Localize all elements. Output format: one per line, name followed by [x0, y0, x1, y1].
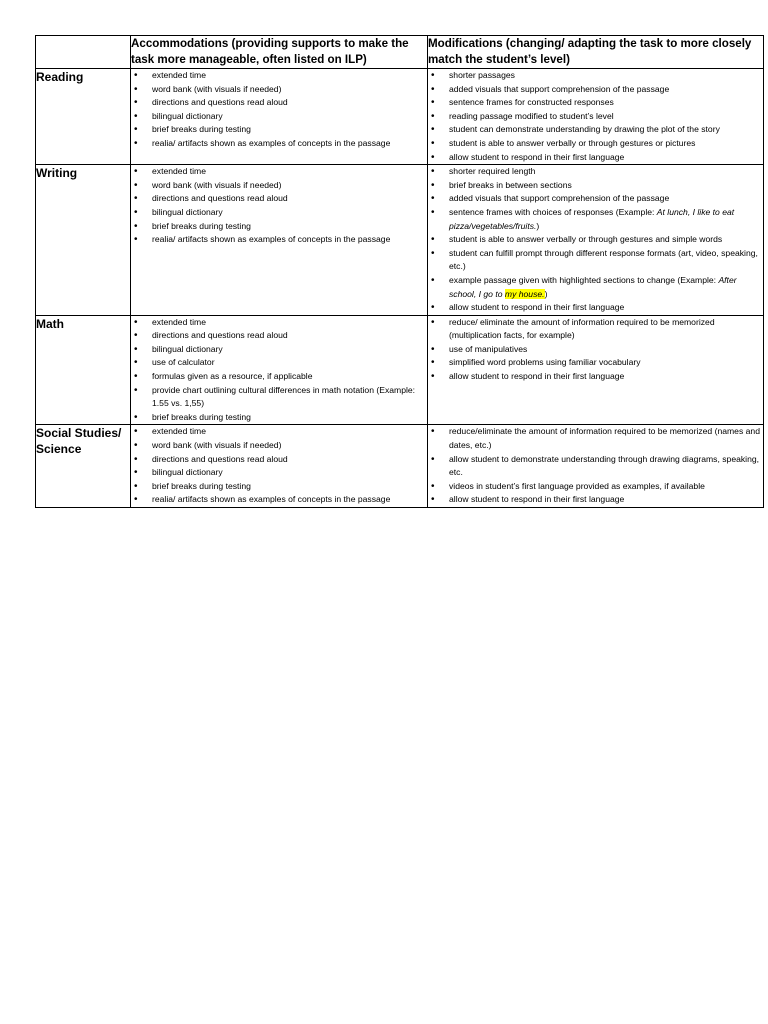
header-modifications: Modifications (changing/ adapting the task to more closely match the student’s level)	[428, 36, 764, 69]
list-item: • brief breaks during testing	[131, 123, 425, 137]
list-item: • brief breaks during testing	[131, 480, 425, 494]
accommodations-list	[131, 316, 427, 425]
list-item: • allow student to respond in their first language	[428, 151, 761, 165]
list-item: • allow student to respond in their first language	[428, 301, 761, 315]
list-item: • directions and questions read aloud	[131, 329, 425, 343]
item-text-end: )	[536, 220, 540, 231]
item-text: example passage given with highlighted sections to change (Example:	[449, 274, 719, 285]
list-item: • word bank (with visuals if needed)	[131, 179, 425, 193]
list-item: • extended time	[131, 316, 425, 330]
list-item: • directions and questions read aloud	[131, 96, 425, 110]
list-item: • word bank (with visuals if needed)	[131, 439, 425, 453]
list-item	[428, 274, 761, 301]
list-item: • realia/ artifacts shown as examples of concepts in the passage	[131, 493, 425, 507]
accommodations-modifications-table	[35, 35, 764, 508]
modifications-list	[428, 165, 763, 315]
list-item: • directions and questions read aloud	[131, 192, 425, 206]
accommodations-cell	[131, 69, 428, 165]
table-row-reading	[36, 69, 764, 165]
highlighted-text: my house.	[504, 288, 545, 299]
list-item: • use of manipulatives	[428, 343, 761, 357]
list-item: • reduce/ eliminate the amount of information required to be memorized (multiplication facts, for example)	[428, 316, 761, 343]
list-item: • allow student to demonstrate understanding through drawing diagrams, speaking, etc.	[428, 453, 761, 480]
accommodations-cell	[131, 425, 428, 508]
table-row-social-studies-science	[36, 425, 764, 508]
list-item: • allow student to respond in their first language	[428, 370, 761, 384]
list-item: • student can demonstrate understanding by drawing the plot of the story	[428, 123, 761, 137]
subject-label: Writing	[36, 165, 131, 316]
accommodations-list	[131, 165, 427, 247]
item-text: sentence frames with choices of responses (Example:	[449, 206, 657, 217]
list-item: • shorter passages	[428, 69, 761, 83]
table-row-writing	[36, 165, 764, 316]
accommodations-list	[131, 69, 427, 151]
list-item: • realia/ artifacts shown as examples of concepts in the passage	[131, 233, 425, 247]
list-item: • allow student to respond in their first language	[428, 493, 761, 507]
subject-label: Reading	[36, 69, 131, 165]
list-item: • sentence frames for constructed responses	[428, 96, 761, 110]
example-italic-text: After school, I go to	[449, 274, 737, 299]
list-item: • bilingual dictionary	[131, 110, 425, 124]
list-item: • extended time	[131, 165, 425, 179]
list-item: • added visuals that support comprehension of the passage	[428, 83, 761, 97]
list-item: • simplified word problems using familiar vocabulary	[428, 356, 761, 370]
item-text-end: )	[544, 288, 548, 299]
modifications-cell	[428, 425, 764, 508]
list-item: • realia/ artifacts shown as examples of concepts in the passage	[131, 137, 425, 151]
table-body	[36, 69, 764, 508]
list-item: • student can fulfill prompt through different response formats (art, video, speaking, etc.)	[428, 247, 761, 274]
list-item: • shorter required length	[428, 165, 761, 179]
list-item: • provide chart outlining cultural differences in math notation (Example: 1.55 vs. 1,55)	[131, 384, 425, 411]
table-row-math	[36, 315, 764, 425]
modifications-cell	[428, 315, 764, 425]
table-header-row	[36, 36, 764, 69]
list-item: • formulas given as a resource, if applicable	[131, 370, 425, 384]
modifications-list	[428, 316, 763, 384]
accommodations-cell	[131, 315, 428, 425]
list-item: • reduce/eliminate the amount of information required to be memorized (names and dates, etc.)	[428, 425, 761, 452]
list-item: • reading passage modified to student’s level	[428, 110, 761, 124]
list-item: • directions and questions read aloud	[131, 453, 425, 467]
header-subject-cell	[36, 36, 131, 69]
list-item	[428, 206, 761, 233]
example-italic-text: At lunch, I like to eat pizza/vegetables/fruits.	[449, 206, 735, 231]
list-item: • videos in student’s first language provided as examples, if available	[428, 480, 761, 494]
list-item: • brief breaks during testing	[131, 411, 425, 425]
modifications-cell	[428, 69, 764, 165]
list-item: • student is able to answer verbally or through gestures and simple words	[428, 233, 761, 247]
accommodations-cell	[131, 165, 428, 316]
modifications-list	[428, 425, 763, 507]
list-item: • bilingual dictionary	[131, 466, 425, 480]
list-item: • use of calculator	[131, 356, 425, 370]
list-item: • bilingual dictionary	[131, 343, 425, 357]
list-item: • extended time	[131, 425, 425, 439]
subject-label: Math	[36, 315, 131, 425]
modifications-cell	[428, 165, 764, 316]
list-item: • bilingual dictionary	[131, 206, 425, 220]
list-item: • added visuals that support comprehension of the passage	[428, 192, 761, 206]
list-item: • student is able to answer verbally or through gestures or pictures	[428, 137, 761, 151]
accommodations-list	[131, 425, 427, 507]
list-item: • word bank (with visuals if needed)	[131, 83, 425, 97]
subject-label: Social Studies/ Science	[36, 425, 131, 508]
header-accommodations: Accommodations (providing supports to make the task more manageable, often listed on ILP)	[131, 36, 428, 69]
modifications-list	[428, 69, 763, 164]
list-item: • extended time	[131, 69, 425, 83]
list-item: • brief breaks in between sections	[428, 179, 761, 193]
list-item: • brief breaks during testing	[131, 220, 425, 234]
